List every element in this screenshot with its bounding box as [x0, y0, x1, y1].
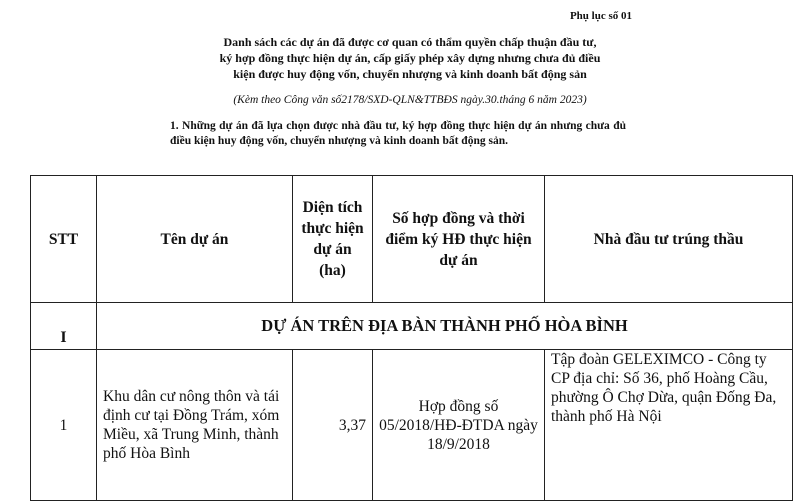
document-subtitle: (Kèm theo Công văn số2178/SXD-QLN&TTBĐS ngày.30.tháng 6 năm 2023) [233, 94, 587, 106]
cell-investor: Tập đoàn GELEXIMCO - Công ty CP địa chỉ: Số 36, phố Hoàng Cầu, phường Ô Chợ Dừa, quận Đống Đa, thành phố Hà Nội [545, 350, 793, 501]
appendix-label: Phụ lục số 01 [569, 10, 632, 22]
title-line-2: ký hợp đồng thực hiện dự án, cấp giấy phép xây dựng nhưng chưa đủ điều [219, 51, 601, 65]
table-row [31, 350, 793, 501]
group-number: I [31, 303, 97, 350]
cell-area: 3,37 [293, 350, 373, 501]
table-header-row [31, 176, 793, 303]
header-stt: STT [31, 176, 97, 303]
group-title: DỰ ÁN TRÊN ĐỊA BÀN THÀNH PHỐ HÒA BÌNH [97, 303, 793, 350]
cell-project-name: Khu dân cư nông thôn và tái định cư tại Đồng Trám, xóm Miều, xã Trung Minh, thành phố Hòa Bình [97, 350, 293, 501]
header-contract: Số hợp đồng và thời điểm ký HĐ thực hiện dự án [373, 176, 545, 303]
title-line-3: kiện được huy động vốn, chuyển nhượng và kinh doanh bất động sản [233, 67, 587, 81]
document-title [150, 34, 670, 82]
cell-stt: 1 [31, 350, 97, 501]
header-area: Diện tích thực hiện dự án (ha) [293, 176, 373, 303]
header-investor: Nhà đầu tư trúng thầu [545, 176, 793, 303]
title-line-1: Danh sách các dự án đã được cơ quan có thẩm quyền chấp thuận đầu tư, [223, 35, 597, 49]
projects-table [30, 175, 793, 501]
cell-contract: Hợp đồng số 05/2018/HĐ-ĐTDA ngày 18/9/2018 [373, 350, 545, 501]
header-project-name: Tên dự án [97, 176, 293, 303]
section-heading: 1. Những dự án đã lựa chọn được nhà đầu tư, ký hợp đồng thực hiện dự án nhưng chưa đủ điều kiện huy động vốn, chuyển nhượng và kinh doanh bất động sản. [170, 120, 626, 147]
group-row [31, 303, 793, 350]
